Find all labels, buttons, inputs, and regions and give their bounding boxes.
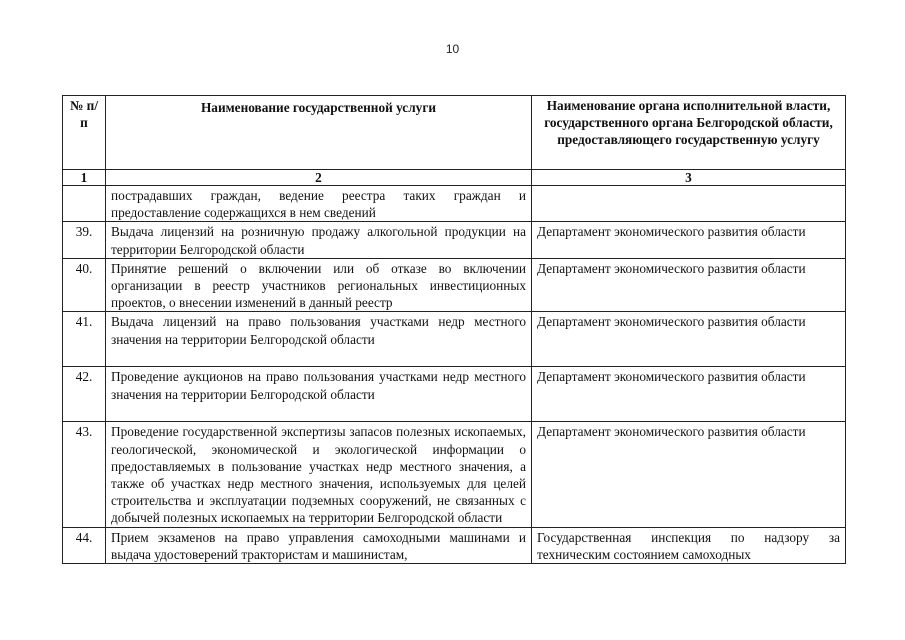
column-numbers-row: [63, 170, 846, 186]
column-number-3: 3: [532, 170, 846, 186]
table-row: [63, 367, 846, 422]
authority-name: Департамент экономического развития области: [532, 367, 846, 422]
service-name: Принятие решений о включении или об отказе во включении организации в реестр участников региональных инвестиционных проектов, о внесении изменений в данный реестр: [106, 258, 532, 312]
row-number: 41.: [63, 312, 106, 367]
column-number-1: 1: [63, 170, 106, 186]
authority-name: Департамент экономического развития области: [532, 312, 846, 367]
authority-name: Департамент экономического развития области: [532, 222, 846, 258]
table-row: [63, 422, 846, 527]
row-number: 40.: [63, 258, 106, 312]
header-authority: [532, 96, 846, 170]
authority-name: Департамент экономического развития области: [532, 258, 846, 312]
column-number-2: 2: [106, 170, 532, 186]
page-number: 10: [445, 42, 460, 56]
row-number: 44.: [63, 527, 106, 563]
services-table: [62, 95, 846, 564]
row-number: 43.: [63, 422, 106, 527]
table-row: [63, 186, 846, 222]
header-authority-text: Наименование органа исполнительной власти, государственного органа Белгородской области, предоставляющего государственную услугу: [544, 98, 833, 148]
table-row: [63, 258, 846, 312]
table-row: [63, 222, 846, 258]
row-number: [63, 186, 106, 222]
authority-name: Государственная инспекция по надзору за техническим состоянием самоходных: [532, 527, 846, 563]
row-number: 39.: [63, 222, 106, 258]
table-row: [63, 312, 846, 367]
service-name: Выдача лицензий на розничную продажу алкогольной продукции на территории Белгородской области: [106, 222, 532, 258]
service-name: пострадавших граждан, ведение реестра таких граждан и предоставление содержащихся в нем сведений: [106, 186, 532, 222]
table-header-row: [63, 96, 846, 170]
service-name: Прием экзаменов на право управления самоходными машинами и выдача удостоверений трактористам и машинистам,: [106, 527, 532, 563]
header-number-text: № п/п: [69, 98, 99, 131]
service-name: Проведение государственной экспертизы запасов полезных ископаемых, геологической, экономической и экологической информации о предоставляемых в пользование участках недр местного значения, а также об участках недр местного значения, используемых для целей строительства и эксплуатации подземных сооружений, не связанных с добычей полезных ископаемых на территории Белгородской области: [106, 422, 532, 527]
service-name: Выдача лицензий на право пользования участками недр местного значения на территории Белгородской области: [106, 312, 532, 367]
row-number: 42.: [63, 367, 106, 422]
service-name: Проведение аукционов на право пользования участками недр местного значения на территории Белгородской области: [106, 367, 532, 422]
header-service-name-text: Наименование государственной услуги: [200, 100, 437, 115]
header-service-name: [106, 96, 532, 170]
page-bottom-edge: [0, 606, 905, 640]
authority-name: [532, 186, 846, 222]
header-number: [63, 96, 106, 170]
authority-name: Департамент экономического развития области: [532, 422, 846, 527]
table-row: [63, 527, 846, 563]
